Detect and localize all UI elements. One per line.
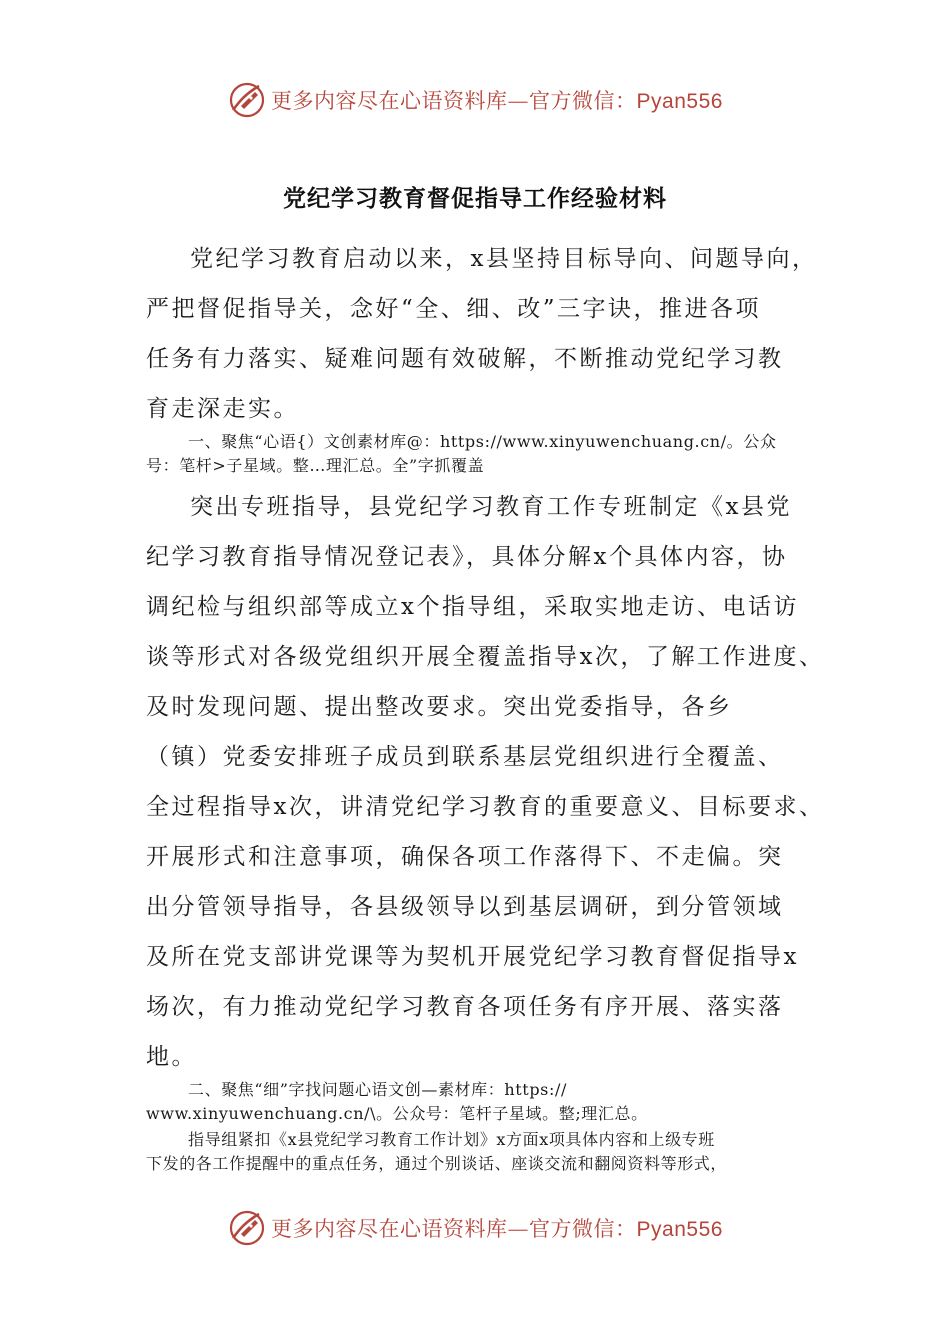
banner-main-text: 更多内容尽在心语资料库 [271,1217,508,1241]
text-line: 场次，有力推动党纪学习教育各项任务有序开展、落实落 [146,994,784,1020]
banner-text [271,85,723,115]
banner-text [271,1213,723,1243]
header-banner [0,78,950,122]
text-line: 开展形式和注意事项，确保各项工作落得下、不走偏。突 [146,844,784,870]
text-line: 一、聚焦“心语{）文创素材库@：https://www.xinyuwenchuang.cn/。公众 [188,432,777,451]
text-line: 任务有力落实、疑难问题有效破解，不断推动党纪学习教 [146,346,784,372]
text-line: 全过程指导x次，讲清党纪学习教育的重要意义、目标要求、 [146,794,825,820]
text-line: 谈等形式对各级党组织开展全覆盖指导x次，了解工作进度、 [146,644,825,670]
banner-contact-label: 官方微信： [529,1217,637,1241]
text-line: www.xinyuwenchuang.cn/\。公众号：笔杆子星域。整;理汇总。 [146,1104,648,1123]
text-line: 突出专班指导，县党纪学习教育工作专班制定《x县党 [190,494,792,520]
banner-contact-label: 官方微信： [529,89,637,113]
text-line: 及时发现问题、提出整改要求。突出党委指导，各乡 [146,694,733,720]
banner-main-text: 更多内容尽在心语资料库 [271,89,508,113]
intro-paragraph [146,234,836,434]
banner-dash: — [507,89,530,113]
text-line: 指导组紧扣《x县党纪学习教育工作计划》x方面x项具体内容和上级专班 [188,1130,715,1149]
text-line: 纪学习教育指导情况登记表》，具体分解x个具体内容，协 [146,544,788,570]
text-line: 地。 [146,1044,197,1070]
pen-nib-logo-icon [227,80,267,120]
text-line: 育走深走实。 [146,396,299,422]
section1-body [146,482,836,1082]
banner-dash: — [507,1217,530,1241]
section1-heading [146,430,836,478]
text-line: 二、聚焦“细”字找问题心语文创—素材库：https:// [188,1080,567,1099]
footer-banner [0,1206,950,1250]
section2-heading [146,1078,836,1126]
banner-handle: Pyan556 [636,1218,723,1241]
text-line: 号：笔杆>子星域。整…理汇总。全”字抓覆盖 [146,456,485,475]
document-title: 党纪学习教育督促指导工作经验材料 [283,185,667,212]
pen-nib-logo-icon [227,1208,267,1248]
text-line: 下发的各工作提醒中的重点任务，通过个别谈话、座谈交流和翻阅资料等形式， [146,1154,728,1173]
section2-body [146,1128,836,1176]
text-line: （镇）党委安排班子成员到联系基层党组织进行全覆盖、 [146,744,784,770]
text-line: 严把督促指导关，念好“全、细、改”三字诀，推进各项 [146,296,762,322]
text-line: 调纪检与组织部等成立x个指导组，采取实地走访、电话访 [146,594,799,620]
text-line: 出分管领导指导，各县级领导以到基层调研，到分管领域 [146,894,784,920]
text-line: 党纪学习教育启动以来，x县坚持目标导向、问题导向， [190,246,818,272]
banner-handle: Pyan556 [636,90,723,113]
text-line: 及所在党支部讲党课等为契机开展党纪学习教育督促指导x [146,944,799,970]
